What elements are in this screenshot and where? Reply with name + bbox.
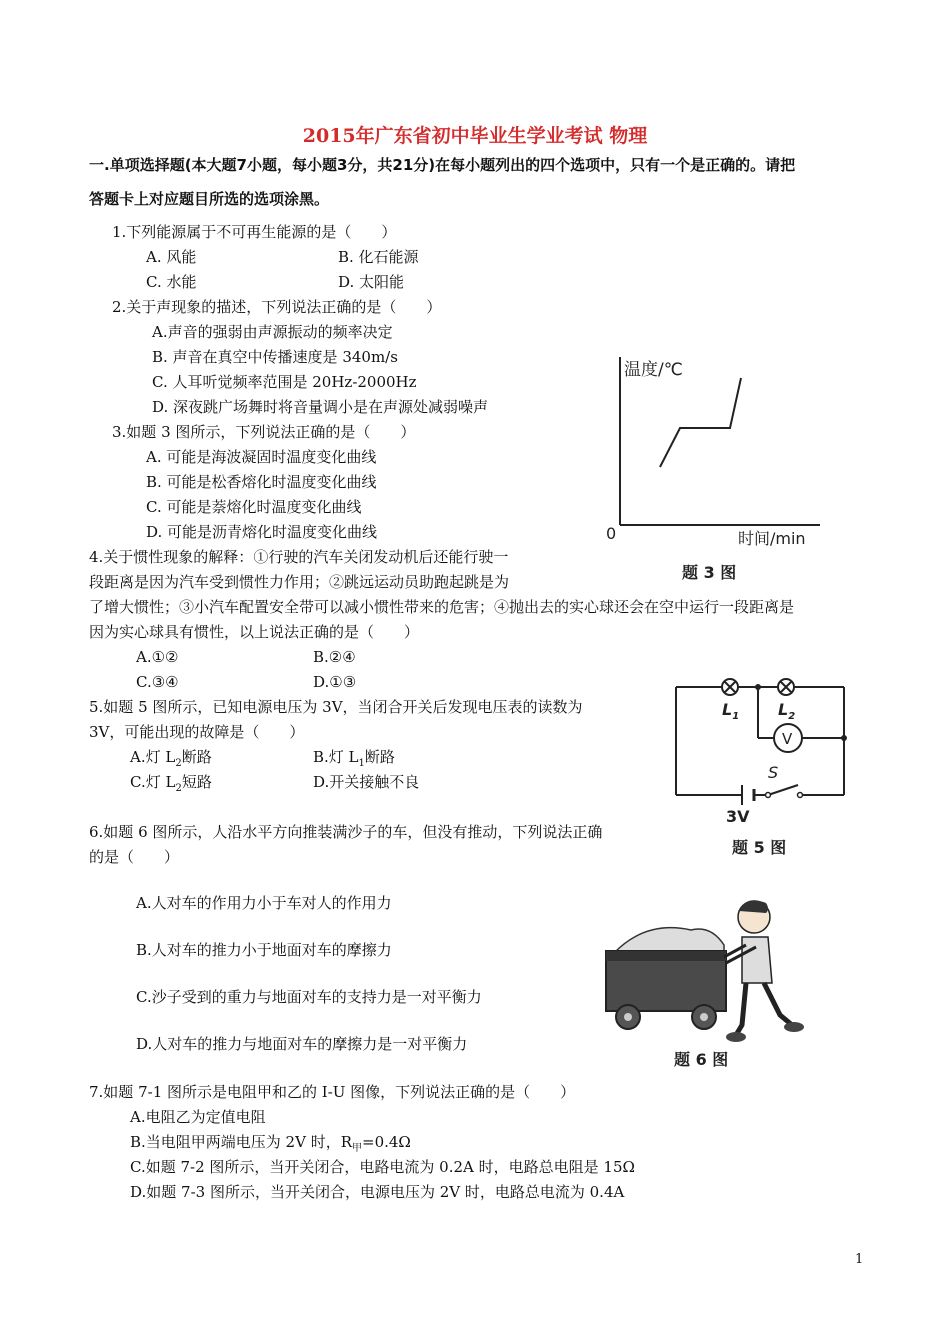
q6-option-d: D.人对车的推力与地面对车的摩擦力是一对平衡力 (136, 1035, 468, 1053)
q3-option-c: C. 可能是萘熔化时温度变化曲线 (146, 498, 362, 516)
fig3-xlabel: 时间/min (738, 529, 806, 548)
q1-option-a: A. 风能 (146, 248, 197, 266)
fig3-ylabel: 温度/℃ (624, 360, 683, 380)
voltmeter-label: V (782, 730, 793, 748)
q1-option-d: D. 太阳能 (338, 273, 405, 291)
fig3-caption: 题 3 图 (682, 563, 737, 582)
q7-stem: 7.如题 7-1 图所示是电阻甲和乙的 I-U 图像，下列说法正确的是（ ） (89, 1083, 576, 1101)
page-number: 1 (855, 1252, 864, 1267)
q3-stem: 3.如题 3 图所示，下列说法正确的是（ ） (112, 423, 416, 441)
q2-option-b: B. 声音在真空中传播速度是 340m/s (152, 348, 398, 366)
q6-option-a: A.人对车的作用力小于车对人的作用力 (136, 894, 392, 912)
figure-5-circuit (664, 672, 864, 862)
q7-option-c: C.如题 7-2 图所示，当开关闭合，电路电流为 0.2A 时，电路总电阻是 15Ω (130, 1158, 635, 1176)
q2-option-d: D. 深夜跳广场舞时将音量调小是在声源处减弱噪声 (152, 398, 489, 416)
q6-option-b: B.人对车的推力小于地面对车的摩擦力 (136, 941, 392, 959)
fig5-caption: 题 5 图 (732, 838, 787, 857)
sand-pile (614, 928, 724, 953)
l2-label: $L_2$ (778, 700, 796, 722)
q5-option-a: A.灯 $L_2$断路 (130, 748, 212, 769)
q6-option-c: C.沙子受到的重力与地面对车的支持力是一对平衡力 (136, 988, 482, 1006)
q4-option-d: D.①③ (313, 673, 357, 691)
q2-option-a: A.声音的强弱由声源振动的频率决定 (152, 323, 393, 341)
switch-icon (768, 785, 798, 795)
figure-6-illustration (596, 885, 826, 1075)
section-instructions-line1: 一.单项选择题(本大题7小题，每小题3分，共21分)在每小题列出的四个选项中，只有一个是正确的。请把 (89, 156, 796, 174)
temperature-curve (660, 378, 741, 467)
q6-line1: 6.如题 6 图所示，人沿水平方向推装满沙子的车，但没有推动，下列说法正确 (89, 823, 603, 841)
q5-option-b: B.灯 $L_1$断路 (313, 748, 395, 769)
section-instructions-line2: 答题卡上对应题目所选的选项涂黑。 (89, 190, 330, 208)
voltage-label: 3V (726, 807, 750, 826)
q7-option-a: A.电阻乙为定值电阻 (130, 1108, 266, 1126)
q5-option-d: D.开关接触不良 (313, 773, 420, 791)
figure-3-graph (598, 345, 838, 585)
q7-option-d: D.如题 7-3 图所示，当开关闭合，电源电压为 2V 时，电路总电流为 0.4A (130, 1183, 625, 1201)
q1-option-b: B. 化石能源 (338, 248, 419, 266)
q4-line4: 因为实心球具有惯性，以上说法正确的是（ ） (89, 623, 420, 641)
q4-line3: 了增大惯性；③小汽车配置安全带可以减小惯性带来的危害；④抛出去的实心球还会在空中运行一段距离是 (89, 598, 795, 616)
boy-leg (736, 983, 746, 1035)
page-title: 2015年广东省初中毕业生学业考试 物理 (302, 125, 648, 147)
q4-option-a: A.①② (136, 648, 179, 666)
q3-option-d: D. 可能是沥青熔化时温度变化曲线 (146, 523, 378, 541)
fig6-caption: 题 6 图 (674, 1050, 729, 1069)
switch-label: S (768, 763, 779, 782)
q3-option-b: B. 可能是松香熔化时温度变化曲线 (146, 473, 377, 491)
fig3-origin: 0 (606, 524, 617, 543)
q5-line1: 5.如题 5 图所示，已知电源电压为 3V，当闭合开关后发现电压表的读数为 (89, 698, 583, 716)
q6-line2: 的是（ ） (89, 848, 180, 866)
q4-option-c: C.③④ (136, 673, 179, 691)
q3-option-a: A. 可能是海波凝固时温度变化曲线 (146, 448, 377, 466)
q4-line1: 4.关于惯性现象的解释：①行驶的汽车关闭发动机后还能行驶一 (89, 548, 509, 566)
q1-option-c: C. 水能 (146, 273, 197, 291)
q4-option-b: B.②④ (313, 648, 356, 666)
l1-label: $L_1$ (722, 700, 740, 722)
q5-option-c: C.灯 $L_2$短路 (130, 773, 212, 794)
q1-stem: 1.下列能源属于不可再生能源的是（ ） (112, 223, 397, 241)
q5-line2: 3V，可能出现的故障是（ ） (89, 723, 305, 741)
q2-stem: 2.关于声现象的描述，下列说法正确的是（ ） (112, 298, 442, 316)
boy-leg (764, 983, 792, 1025)
boy-body (742, 937, 772, 983)
q4-line2: 段距离是因为汽车受到惯性力作用；②跳远运动员助跑起跳是为 (89, 573, 510, 591)
q7-option-b: B.当电阻甲两端电压为 2V 时，$R_甲=0.4\Omega$ (130, 1133, 411, 1154)
q2-option-c: C. 人耳听觉频率范围是 20Hz-2000Hz (152, 373, 417, 391)
